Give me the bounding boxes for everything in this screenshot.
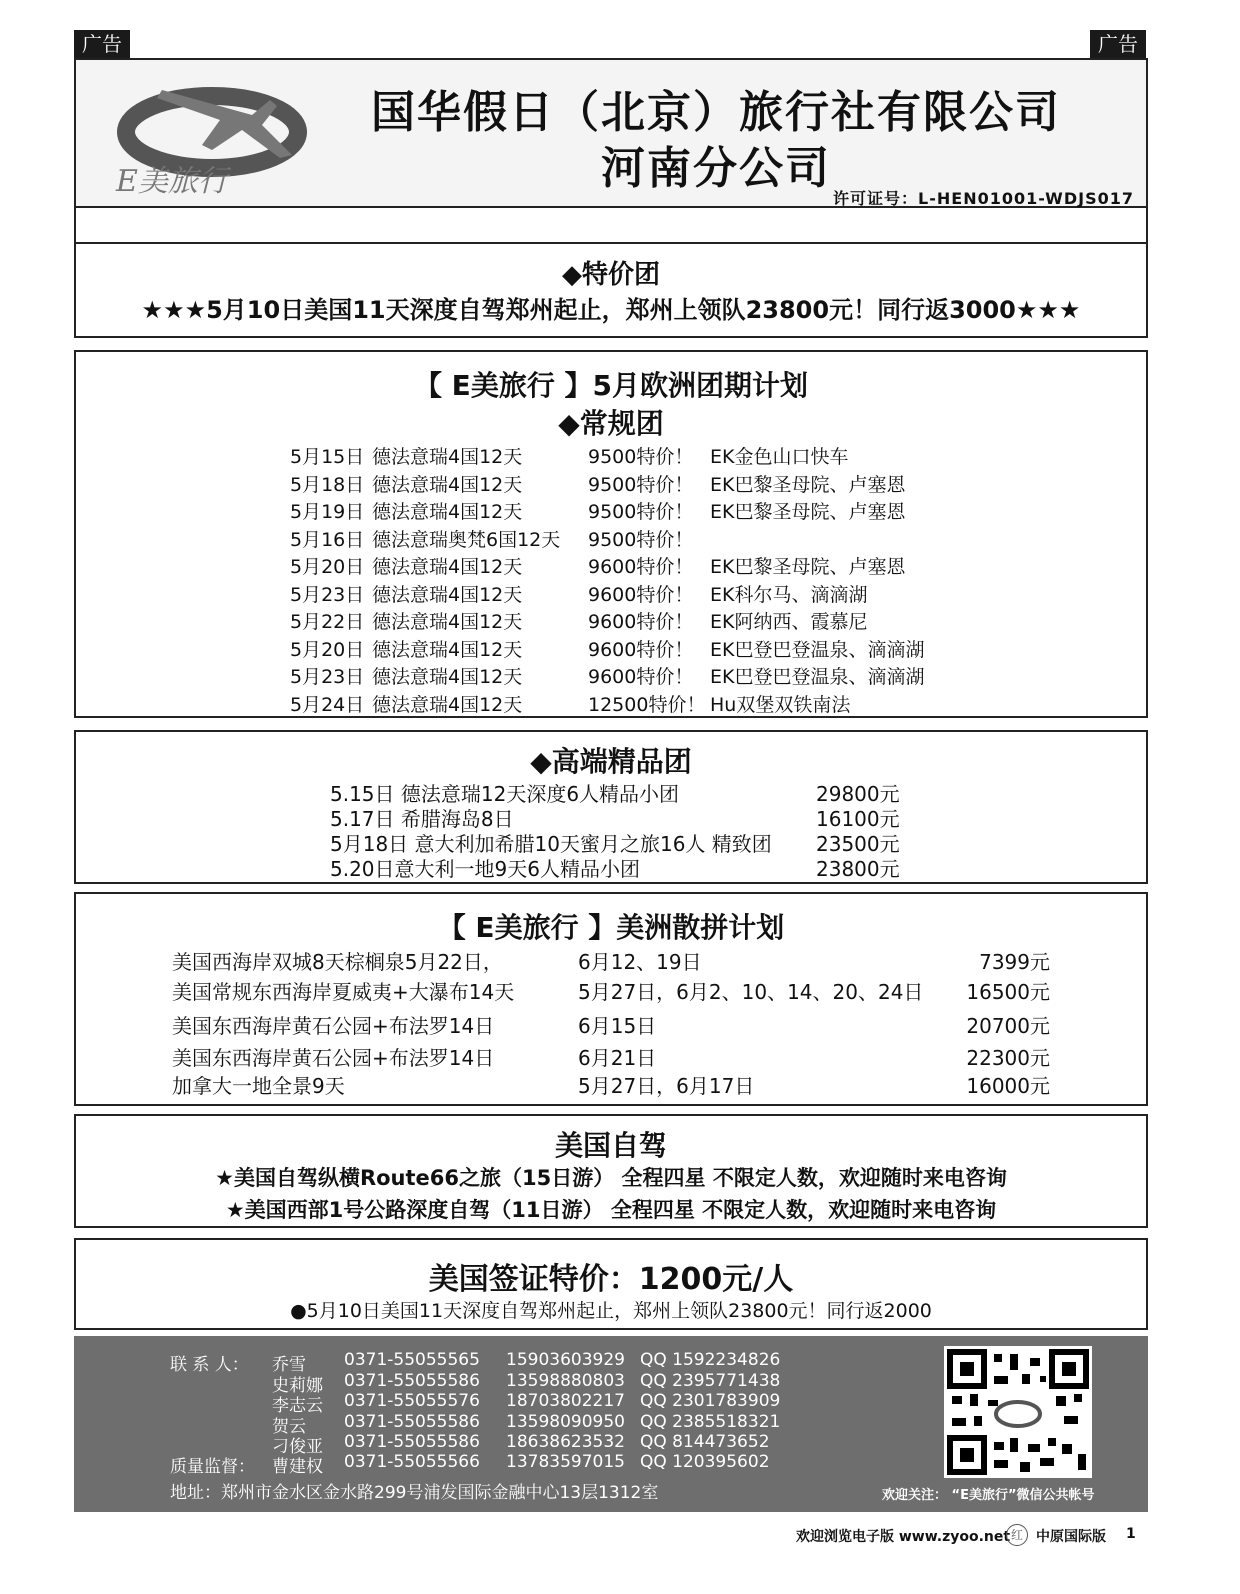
visa-text: ●5月10日美国11天深度自驾郑州起止，郑州上领队23800元！同行返2000 xyxy=(290,1300,932,1322)
europe-row-note: EK阿纳西、霞慕尼 xyxy=(710,611,868,633)
logo-text: E美旅行 xyxy=(116,164,228,199)
america-row-dates: 5月27日，6月17日 xyxy=(578,1074,755,1098)
europe-row-route: 德法意瑞4国12天 xyxy=(372,638,523,661)
ad-label-right: 广告 xyxy=(1090,30,1146,58)
premium-row-price: 29800元 xyxy=(816,782,900,806)
visa-title: 美国签证特价：1200元/人 xyxy=(428,1262,794,1297)
contact-qq: QQ 2395771438 xyxy=(640,1370,781,1391)
europe-row-price: 9500特价！ xyxy=(588,446,694,468)
contact-mobile: 15903603929 xyxy=(506,1350,625,1370)
contact-name: 贺云 xyxy=(272,1416,306,1437)
europe-row-price: 9500特价！ xyxy=(588,501,694,523)
contact-name: 刁俊亚 xyxy=(272,1437,323,1457)
contact-name: 李志云 xyxy=(272,1396,323,1416)
europe-row-date: 5月18日 xyxy=(290,473,365,496)
qr-code-icon xyxy=(944,1346,1092,1478)
europe-subtitle: ◆常规团 xyxy=(558,407,664,440)
footer-url[interactable]: 欢迎浏览电子版 www.zyoo.net xyxy=(796,1529,1011,1545)
europe-row-date: 5月22日 xyxy=(290,611,365,633)
europe-row-price: 9600特价！ xyxy=(588,611,694,633)
europe-row-date: 5月16日 xyxy=(290,528,365,551)
selfdrive-section xyxy=(74,1114,1148,1228)
header-spacer xyxy=(74,208,1148,242)
contact-qq: QQ 2385518321 xyxy=(640,1411,781,1432)
company-branch: 河南分公司 xyxy=(601,143,831,194)
europe-row-note: EK巴黎圣母院、卢塞恩 xyxy=(710,501,906,523)
contact-qq: QQ 1592234826 xyxy=(640,1350,781,1370)
europe-row-route: 德法意瑞奥梵6国12天 xyxy=(372,528,561,551)
europe-row-route: 德法意瑞4国12天 xyxy=(372,556,523,578)
contact-mobile: 13598090950 xyxy=(506,1411,625,1432)
europe-row-date: 5月24日 xyxy=(290,693,365,716)
america-section xyxy=(74,892,1148,1106)
special-text: ★★★5月10日美国11天深度自驾郑州起止，郑州上领队23800元！同行返3000★★★ xyxy=(141,296,1081,324)
contact-label: 联 系 人： xyxy=(170,1355,249,1375)
contact-tel: 0371-55055586 xyxy=(344,1411,480,1432)
premium-row-desc: 5.17日 希腊海岛8日 xyxy=(330,807,514,831)
europe-section xyxy=(74,350,1148,718)
quality-label: 质量监督： xyxy=(170,1457,255,1477)
america-row-dates: 6月12、19日 xyxy=(578,950,702,974)
company-name: 国华假日（北京）旅行社有限公司 xyxy=(371,87,1061,138)
contact-panel xyxy=(74,1336,1148,1512)
quality-qq: QQ 120395602 xyxy=(640,1452,770,1472)
premium-row-price: 23500元 xyxy=(816,832,900,856)
premium-section xyxy=(74,730,1148,884)
america-row-route: 美国西海岸双城8天棕榈泉5月22日， xyxy=(172,950,503,974)
quality-name: 曹建权 xyxy=(272,1457,323,1477)
europe-row-note: Hu双堡双铁南法 xyxy=(710,693,851,716)
america-row-dates: 6月15日 xyxy=(578,1014,657,1038)
premium-row-price: 16100元 xyxy=(816,807,900,831)
europe-row-note: EK金色山口快车 xyxy=(710,446,849,468)
america-row-price: 16500元 xyxy=(966,980,1050,1004)
europe-row-date: 5月23日 xyxy=(290,666,365,688)
america-row-price: 7399元 xyxy=(979,950,1050,974)
contact-tel: 0371-55055586 xyxy=(344,1370,480,1391)
america-title: 【 E美旅行 】美洲散拼计划 xyxy=(437,911,785,944)
contact-name: 乔雪 xyxy=(272,1355,306,1375)
contact-tel: 0371-55055565 xyxy=(344,1350,480,1370)
europe-row-note: EK巴登巴登温泉、滴滴湖 xyxy=(710,666,925,688)
america-row-dates: 5月27日，6月2、10、14、20、24日 xyxy=(578,980,924,1004)
europe-row-route: 德法意瑞4国12天 xyxy=(372,446,523,468)
europe-row-price: 9500特价！ xyxy=(588,473,694,496)
contact-qq: QQ 2301783909 xyxy=(640,1391,781,1411)
europe-row-note: EK巴黎圣母院、卢塞恩 xyxy=(710,473,906,496)
special-title: ◆特价团 xyxy=(562,260,660,290)
quality-mobile: 13783597015 xyxy=(506,1452,625,1472)
premium-row-desc: 5.20日意大利一地9天6人精品小团 xyxy=(330,857,640,881)
america-row-route: 加拿大一地全景9天 xyxy=(172,1074,345,1098)
address: 地址：郑州市金水区金水路299号浦发国际金融中心13层1312室 xyxy=(170,1483,659,1503)
europe-row-date: 5月20日 xyxy=(290,638,365,661)
europe-title: 【 E美旅行 】5月欧洲团期计划 xyxy=(413,369,809,402)
special-offer-section xyxy=(74,242,1148,338)
europe-row-price: 9600特价！ xyxy=(588,666,694,688)
qr-code xyxy=(944,1346,1092,1478)
contact-tel: 0371-55055576 xyxy=(344,1391,480,1411)
europe-row-price: 12500特价！ xyxy=(588,693,706,716)
america-row-price: 20700元 xyxy=(966,1014,1050,1038)
europe-row-price: 9600特价！ xyxy=(588,638,694,661)
america-row-route: 美国东西海岸黄石公园+布法罗14日 xyxy=(172,1046,495,1070)
premium-row-desc: 5月18日 意大利加希腊10天蜜月之旅16人 精致团 xyxy=(330,832,772,856)
europe-row-route: 德法意瑞4国12天 xyxy=(372,693,523,716)
quality-tel: 0371-55055566 xyxy=(344,1452,480,1472)
europe-row-note: EK巴黎圣母院、卢塞恩 xyxy=(710,556,906,578)
contact-tel: 0371-55055586 xyxy=(344,1432,480,1452)
europe-row-note: EK科尔马、滴滴湖 xyxy=(710,583,868,606)
selfdrive-title: 美国自驾 xyxy=(554,1129,667,1162)
contact-mobile: 18638623532 xyxy=(506,1432,625,1452)
europe-row-date: 5月19日 xyxy=(290,501,365,523)
america-row-price: 16000元 xyxy=(966,1074,1050,1098)
visa-section xyxy=(74,1238,1148,1330)
selfdrive-line1: ★美国自驾纵横Route66之旅（15日游） 全程四星 不限定人数，欢迎随时来电咨询 xyxy=(215,1166,1007,1190)
europe-row-date: 5月15日 xyxy=(290,446,365,468)
selfdrive-line2: ★美国西部1号公路深度自驾（11日游） 全程四星 不限定人数，欢迎随时来电咨询 xyxy=(225,1198,997,1222)
europe-row-note: EK巴登巴登温泉、滴滴湖 xyxy=(710,638,925,661)
america-row-route: 美国常规东西海岸夏威夷+大瀑布14天 xyxy=(172,980,515,1004)
seal-icon: 红 xyxy=(1006,1524,1028,1546)
premium-title: ◆高端精品团 xyxy=(530,745,692,778)
europe-row-route: 德法意瑞4国12天 xyxy=(372,473,523,496)
ad-label-left: 广告 xyxy=(74,30,130,58)
america-row-price: 22300元 xyxy=(966,1046,1050,1070)
contact-qq: QQ 814473652 xyxy=(640,1432,770,1452)
america-row-route: 美国东西海岸黄石公园+布法罗14日 xyxy=(172,1014,495,1038)
europe-row-date: 5月23日 xyxy=(290,583,365,606)
europe-row-price: 9600特价！ xyxy=(588,556,694,578)
company-header xyxy=(74,58,1148,208)
europe-row-date: 5月20日 xyxy=(290,556,365,578)
contact-mobile: 18703802217 xyxy=(506,1391,625,1411)
europe-row-price: 9500特价！ xyxy=(588,528,694,551)
america-row-dates: 6月21日 xyxy=(578,1046,657,1070)
premium-row-desc: 5.15日 德法意瑞12天深度6人精品小团 xyxy=(330,782,680,806)
premium-row-price: 23800元 xyxy=(816,857,900,881)
page-number: 1 xyxy=(1126,1526,1136,1542)
license-number: 许可证号：L-HEN01001-WDJS017 xyxy=(833,189,1134,208)
europe-row-route: 德法意瑞4国12天 xyxy=(372,501,523,523)
qr-caption: 欢迎关注： “E美旅行”微信公共帐号 xyxy=(882,1488,1095,1503)
edition-name: 中原国际版 xyxy=(1036,1529,1106,1545)
contact-name: 史莉娜 xyxy=(272,1375,323,1396)
contact-mobile: 13598880803 xyxy=(506,1370,625,1391)
europe-row-price: 9600特价！ xyxy=(588,583,694,606)
europe-row-route: 德法意瑞4国12天 xyxy=(372,583,523,606)
europe-row-route: 德法意瑞4国12天 xyxy=(372,666,523,688)
europe-row-route: 德法意瑞4国12天 xyxy=(372,611,523,633)
